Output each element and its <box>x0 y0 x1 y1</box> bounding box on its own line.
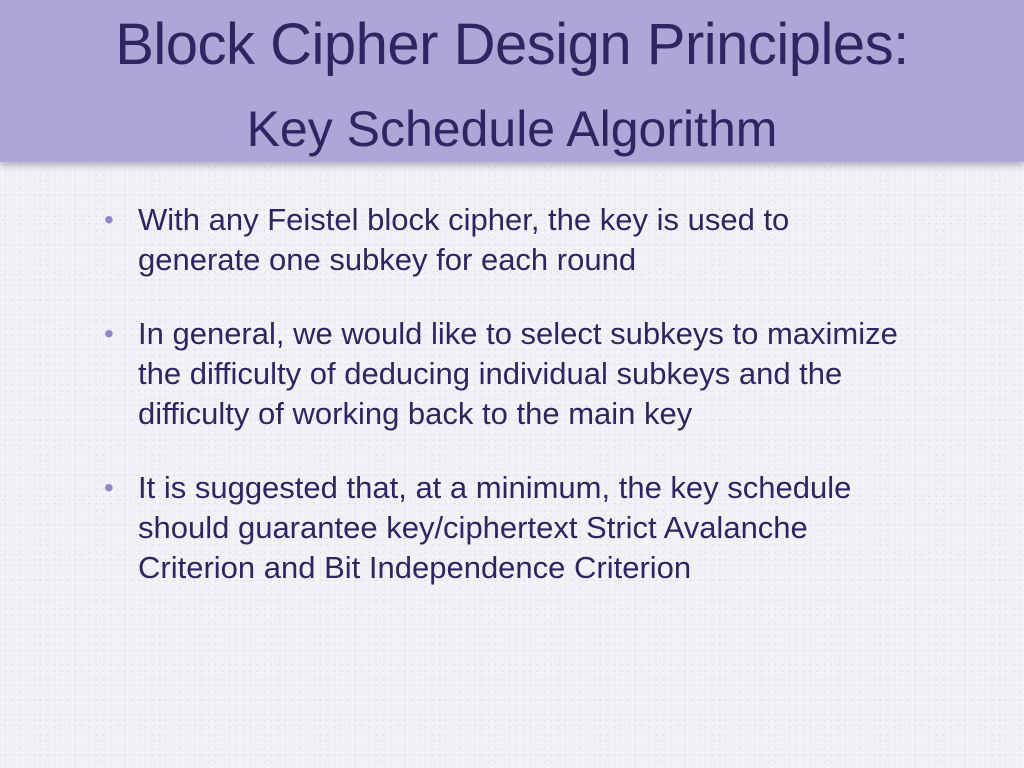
bullet-text: With any Feistel block cipher, the key is used to generate one subkey for each round <box>138 202 790 277</box>
bullet-dot-icon: • <box>104 204 114 235</box>
slide-subtitle: Key Schedule Algorithm <box>246 101 778 157</box>
slide-title: Block Cipher Design Principles: <box>115 12 909 77</box>
bullet-list <box>100 200 920 622</box>
bullet-item <box>100 200 920 280</box>
bullet-text: In general, we would like to select subkeys to maximize the difficulty of deducing individual subkeys and the difficulty of working back to the main key <box>138 316 898 431</box>
bullet-dot-icon: • <box>104 318 114 349</box>
bullet-text: It is suggested that, at a minimum, the key schedule should guarantee key/ciphertext Strict Avalanche Criterion and Bit Independence Criterion <box>138 470 852 585</box>
bullet-item <box>100 468 920 588</box>
bullet-item <box>100 314 920 434</box>
bullet-dot-icon: • <box>104 472 114 503</box>
title-band <box>0 0 1024 162</box>
